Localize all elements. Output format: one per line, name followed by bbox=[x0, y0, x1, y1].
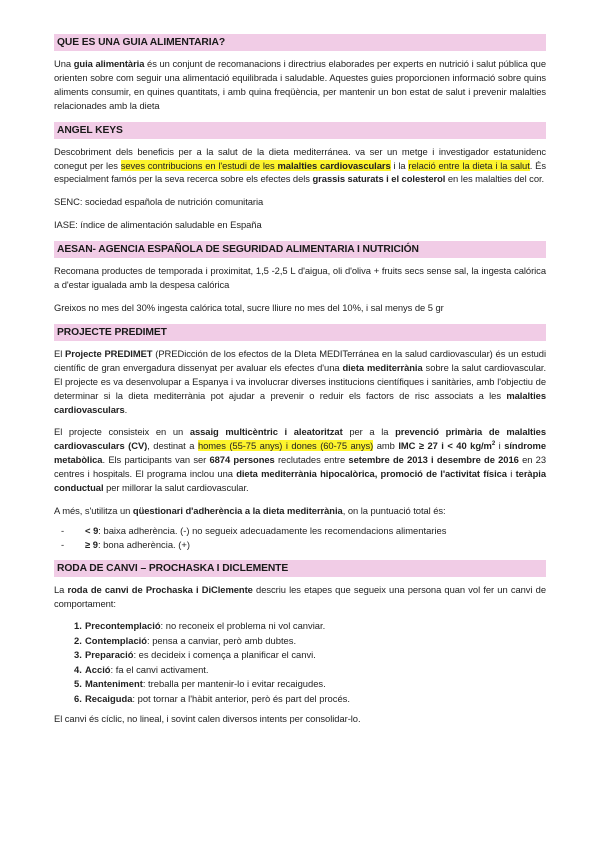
list-item: 3. Preparació: es decideix i comença a planificar el canvi. bbox=[74, 649, 316, 661]
list-item: - < 9: baixa adherència. (-) no segueix adecuadamente les recomendacions alimentaries bbox=[61, 524, 447, 536]
list-item: 5. Manteniment: treballa per mantenir-lo i evitar recaigudes. bbox=[74, 678, 326, 690]
section-heading-aesan: AESAN- AGENCIA ESPAÑOLA DE SEGURIDAD ALIMENTARIA I NUTRICIÓN bbox=[54, 241, 546, 258]
adherence-list bbox=[54, 524, 546, 552]
list-item: 6. Recaiguda: pot tornar a l'hàbit anterior, però és part del procés. bbox=[74, 692, 350, 704]
paragraph-roda-intro: La roda de canvi de Prochaska i DiClemente descriu les etapes que segueix una persona quan vol fer un canvi de comportament: bbox=[54, 583, 546, 609]
list-item: 1. Precontemplació: no reconeix el problema ni vol canviar. bbox=[74, 620, 326, 632]
paragraph-guia-definition: Una guia alimentària és un conjunt de recomanacions i directrius elaborades per experts en nutrició i salut pública que orienten sobre com seguir una alimentació equilibrada i saludable. Aquestes guies proporcionen informació sobre quins aliments consumir, en quines quantitats, i amb quina freqüència, per mantenir un bon estat de salut i prevenir malalties relacionades amb la dieta bbox=[54, 58, 546, 111]
document-page bbox=[54, 34, 546, 735]
paragraph-predimet-design: El projecte consisteix en un assaig multicèntric i aleatoritzat per a la prevenció primària de malalties cardiovasculars (CV), destinat a homes (55-75 anys) i dones (60-75 anys) amb IMC ≥ 27 i < 40 $kg/m^2$ i síndrome metabòlica. Els participants van ser 6874 persones reclutades entre setembre de 2013 i desembre de 2016 en 23 centres i hospitals. El programa inclou una dieta mediterrània hipocalòrica, promoció de l'activitat física i teràpia conductual per millorar la salut cardiovascular. bbox=[54, 426, 547, 494]
section-heading-predimet: PROJECTE PREDIMET bbox=[54, 324, 546, 341]
paragraph-predimet-intro: El Projecte PREDIMET (PREDicción de los efectos de la DIeta MEDITerránea en la salud cardiovascular) és un estudi científic de gran envergadura dissenyat per avaluar els efectes d'una dieta mediterrània sobre la salut cardiovascular. El projecte es va desenvolupar a Espanya i va involucrar diverses institucions científiques i sanitàries, amb l'objectiu de determinar si la dieta mediterrània pot ajudar a prevenir o reduir els factors de risc associats a les malalties cardiovasculars. bbox=[54, 347, 547, 415]
paragraph-senc: SENC: sociedad española de nutrición comunitaria bbox=[54, 196, 264, 208]
list-item: - ≥ 9: bona adherència. (+) bbox=[61, 538, 190, 550]
paragraph-predimet-questionnaire: A més, s'utilitza un qüestionari d'adherència a la dieta mediterrània, on la puntuació total és: bbox=[54, 504, 446, 516]
stages-list bbox=[54, 619, 546, 706]
section-heading-angel-keys: ANGEL KEYS bbox=[54, 122, 546, 139]
paragraph-roda-conclusion: El canvi és cíclic, no lineal, i sovint calen diversos intents per consolidar-lo. bbox=[54, 713, 361, 725]
paragraph-aesan-recommendations: Recomana productes de temporada i proximitat, 1,5 -2,5 L d'aigua, oli d'oliva + fruits secs sense sal, la ingesta calórica a d'estar igualada amb la despesa calórica bbox=[54, 265, 546, 291]
highlight: relació entre la dieta i la salut bbox=[408, 159, 530, 171]
paragraph-aesan-limits: Greixos no mes del 30% ingesta calórica total, sucre lliure no mes del 10%, i sal menys de 5 gr bbox=[54, 301, 444, 313]
paragraph-angel-keys: Descobriment dels beneficis per a la salut de la dieta mediterránea. va ser un metge i investigador estatunidenc conegut per les seves contribucions en l'estudi de les malalties cardiovasculars i la relació entre la dieta i la salut. És especialment famós per la seva recerca sobre els efectes dels grassis saturats i el colesterol en les malalties del cor. bbox=[54, 145, 547, 185]
highlight: seves contribucions en l'estudi de les malalties cardiovasculars bbox=[120, 159, 391, 171]
section-heading-roda-de-canvi: RODA DE CANVI – PROCHASKA I DICLEMENTE bbox=[54, 560, 546, 577]
paragraph-iase: IASE: índice de alimentación saludable en España bbox=[54, 219, 262, 231]
highlight: homes (55-75 anys) i dones (60-75 anys) bbox=[197, 440, 374, 452]
list-item: 2. Contemplació: pensa a canviar, però amb dubtes. bbox=[74, 634, 297, 646]
list-item: 4. Acció: fa el canvi activament. bbox=[74, 663, 209, 675]
section-heading-guia: QUE ES UNA GUIA ALIMENTARIA? bbox=[54, 34, 546, 51]
